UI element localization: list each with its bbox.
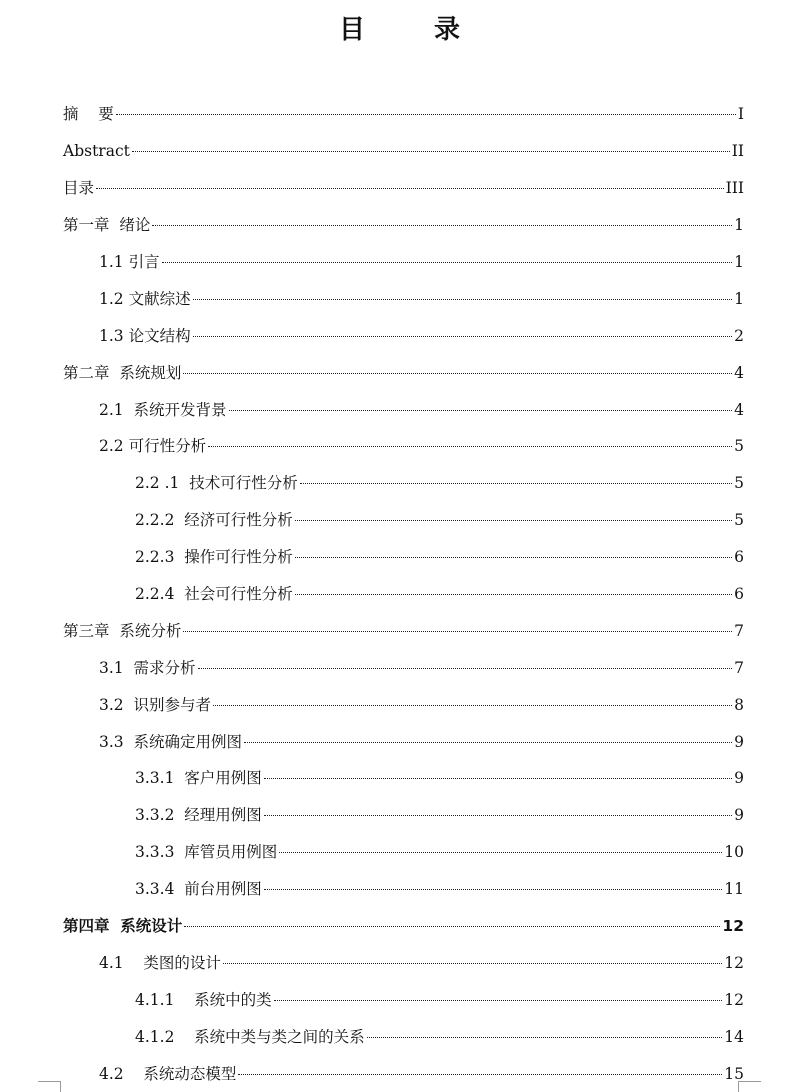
toc-entry-label: 3.3.4 前台用例图 [135,880,262,899]
toc-entry-label: 2.2.4 社会可行性分析 [135,585,293,604]
dot-leader [274,1000,723,1001]
dot-leader [229,410,733,411]
toc-entry-page: 9 [734,769,744,788]
toc-entry[interactable] [0,428,799,465]
toc-entry[interactable] [0,834,799,871]
dot-leader [264,889,722,890]
toc-entry-page: 12 [724,990,744,1009]
toc-entry-page: 7 [734,621,744,640]
dot-leader [300,483,732,484]
toc-entry[interactable] [0,612,799,649]
toc-entry-page: 5 [734,511,744,530]
toc-entry-label: 1.2 文献综述 [99,289,191,308]
toc-entry[interactable] [0,944,799,981]
dot-leader [96,188,724,189]
page-title: 目 录 [338,15,491,45]
toc-entry-label: 1.1 引言 [99,253,160,271]
toc-entry[interactable] [0,170,799,207]
toc-entry-label: 3.3.2 经理用例图 [135,806,262,825]
toc-entry[interactable] [0,760,799,797]
dot-leader [152,225,732,226]
toc-entry[interactable] [0,797,799,834]
toc-entry[interactable] [0,539,799,576]
toc-entry[interactable] [0,649,799,686]
toc-entry[interactable] [0,1018,799,1055]
toc-entry[interactable] [0,981,799,1018]
dot-leader [208,446,732,447]
toc-entry-page: 7 [734,658,744,677]
toc-entry-label: 3.3.1 客户用例图 [135,769,262,788]
dot-leader [244,742,732,743]
toc-entry-label: 3.1 需求分析 [99,658,196,677]
toc-entry-page: 14 [724,1027,744,1046]
toc-entry-page: 6 [734,585,744,604]
toc-entry-label: 第四章 系统设计 [63,917,183,936]
toc-entry-label: 2.2 .1 技术可行性分析 [135,474,298,493]
page-corner-mark-right [738,1081,761,1092]
toc-entry-label: 4.2 系统动态模型 [99,1064,237,1083]
dot-leader [132,151,730,152]
toc-entry[interactable] [0,317,799,354]
dot-leader [183,373,732,374]
toc-entry-page: 9 [734,732,744,751]
toc-entry-label: 3.3 系统确定用例图 [99,732,243,751]
toc-entry-label: 2.1 系统开发背景 [99,400,227,419]
toc-entry[interactable] [0,207,799,244]
toc-entry-page: III [725,179,744,198]
dot-leader [183,631,732,632]
toc-entry-label: 摘 要 [63,105,114,124]
toc-entry[interactable] [0,391,799,428]
toc-entry-page: 12 [724,953,744,972]
table-of-contents [0,96,799,1092]
toc-entry-page: 15 [724,1064,744,1083]
toc-entry-label: 2.2.2 经济可行性分析 [135,511,293,530]
toc-entry-label: 2.2 可行性分析 [99,437,207,456]
toc-entry[interactable] [0,244,799,281]
toc-entry-label: 4.1.1 系统中的类 [135,990,272,1009]
dot-leader [238,1074,722,1075]
dot-leader [295,594,732,595]
toc-entry-page: 10 [724,843,744,862]
toc-entry[interactable] [0,502,799,539]
dot-leader [184,926,720,927]
toc-entry-page: 12 [722,917,744,936]
dot-leader [295,520,732,521]
toc-entry-label: 第三章 系统分析 [63,621,182,640]
dot-leader [223,963,722,964]
dot-leader [162,262,733,263]
toc-entry-page: 8 [734,695,744,714]
dot-leader [295,557,732,558]
toc-entry-label: 第二章 系统规划 [63,363,182,382]
toc-entry[interactable] [0,354,799,391]
toc-entry-label: 目录 [63,179,95,198]
dot-leader [213,705,732,706]
toc-entry-page: 5 [734,437,744,456]
toc-entry[interactable] [0,465,799,502]
toc-entry-label: 3.2 识别参与者 [99,695,212,714]
page-corner-mark-left [38,1081,61,1092]
toc-entry-page: 1 [734,216,744,235]
toc-entry[interactable] [0,686,799,723]
dot-leader [116,114,736,115]
toc-entry-page: I [737,105,744,124]
toc-entry-label: 4.1 类图的设计 [99,953,221,972]
toc-entry[interactable] [0,908,799,945]
dot-leader [198,668,733,669]
toc-entry[interactable] [0,133,799,170]
toc-entry[interactable] [0,96,799,133]
dot-leader [193,299,733,300]
toc-entry-page: 11 [724,880,744,899]
toc-entry-page: 6 [734,548,744,567]
toc-entry-label: 4.1.2 系统中类与类之间的关系 [135,1027,365,1046]
toc-entry-label: 第一章 绪论 [63,216,151,235]
toc-entry[interactable] [0,576,799,613]
toc-entry[interactable] [0,1055,799,1092]
toc-entry-label: Abstract [63,142,130,161]
dot-leader [367,1037,723,1038]
toc-entry-page: 9 [734,806,744,825]
toc-entry-page: 2 [734,326,744,345]
toc-entry-page: 4 [734,400,744,419]
toc-entry[interactable] [0,871,799,908]
toc-entry-label: 1.3 论文结构 [99,326,191,345]
toc-entry-page: 1 [734,253,744,271]
toc-entry-page: II [731,142,744,161]
dot-leader [264,815,732,816]
toc-entry[interactable] [0,723,799,760]
dot-leader [193,336,733,337]
toc-entry-page: 1 [734,289,744,308]
toc-entry[interactable] [0,280,799,317]
toc-entry-page: 4 [734,363,744,382]
toc-entry-page: 5 [734,474,744,493]
toc-entry-label: 3.3.3 库管员用例图 [135,843,278,862]
toc-entry-label: 2.2.3 操作可行性分析 [135,548,293,567]
dot-leader [279,852,722,853]
dot-leader [264,778,732,779]
